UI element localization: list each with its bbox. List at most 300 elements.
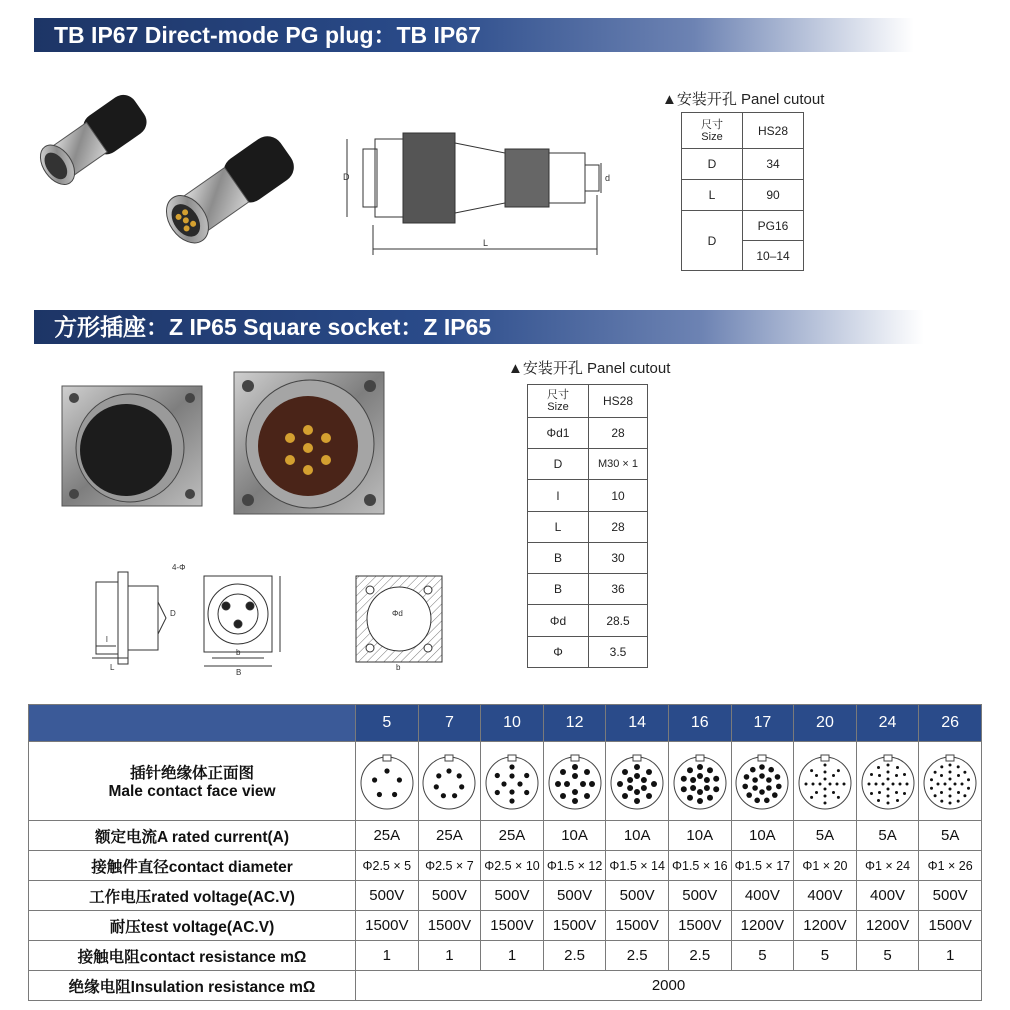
contact-pin	[434, 784, 439, 789]
contact-pin	[810, 796, 813, 799]
spec-value-cell: 500V	[919, 881, 982, 911]
spec-value-cell: 25A	[481, 821, 544, 851]
contact-pin	[747, 792, 753, 798]
pin-count-header: 10	[481, 705, 544, 742]
contact-pin	[886, 771, 889, 774]
dim-value: 28.5	[589, 605, 648, 637]
contact-pin	[934, 771, 937, 774]
spec-value-cell: 400V	[856, 881, 919, 911]
contact-pin	[681, 776, 687, 782]
contact-pin	[697, 773, 703, 779]
contact-pin	[957, 800, 960, 803]
spec-value-cell: 10A	[543, 821, 606, 851]
pin-count-header: 24	[856, 705, 919, 742]
connector-spec-table	[28, 704, 982, 1001]
contact-pin	[934, 794, 937, 797]
contact-pin	[509, 764, 514, 769]
dim-label: Φd	[528, 605, 589, 637]
contact-pin	[818, 783, 821, 786]
spec-value-cell: 5A	[794, 821, 857, 851]
contact-pin	[509, 798, 514, 803]
contact-pin	[617, 781, 623, 787]
contact-pin	[886, 778, 889, 781]
contact-pin	[687, 767, 693, 773]
plug-dim-D: D	[343, 172, 350, 182]
contact-pin	[903, 792, 906, 795]
contact-pin	[580, 781, 586, 787]
contact-pin	[634, 764, 640, 770]
pin-count-header-row	[29, 705, 982, 742]
contact-pin	[572, 773, 578, 779]
contact-pin	[572, 764, 578, 770]
contact-pin	[835, 783, 838, 786]
contact-face-cell	[543, 742, 606, 821]
contact-pin	[886, 795, 889, 798]
size-header-cell: 尺寸 Size	[528, 385, 589, 418]
contact-pin	[823, 778, 826, 781]
contact-pin	[776, 784, 782, 790]
socket-dimension-drawing	[66, 562, 290, 680]
spec-value-cell: 5A	[919, 821, 982, 851]
spec-value-cell: Φ2.5 × 5	[356, 851, 419, 881]
contact-face-cell	[606, 742, 669, 821]
socket-dim-l: l	[106, 635, 108, 644]
dim-value: 3.5	[589, 637, 648, 668]
size-value-header: HS28	[743, 113, 804, 149]
socket-panel-cutout-drawing	[352, 566, 462, 676]
size-value-header: HS28	[589, 385, 648, 418]
contact-pin	[940, 765, 943, 768]
contact-face-cell	[919, 742, 982, 821]
contact-pin	[940, 791, 943, 794]
row-label: 绝缘电阻Insulation resistance mΩ	[29, 971, 356, 1001]
contact-pin	[713, 776, 719, 782]
contact-face-diagram	[608, 750, 666, 812]
dim-label: B	[528, 574, 589, 605]
contact-face-cell	[418, 742, 481, 821]
spec-value-cell: 500V	[543, 881, 606, 911]
cutout-dim-b: b	[396, 663, 401, 672]
contact-pin	[832, 774, 835, 777]
cutout-table-plug	[681, 112, 804, 271]
spec-value-cell: 400V	[794, 881, 857, 911]
contact-pin	[823, 802, 826, 805]
contact-pin	[704, 785, 710, 791]
contact-pin	[810, 769, 813, 772]
contact-pin	[895, 774, 898, 777]
spec-value-cell: 1	[418, 941, 481, 971]
contact-pin	[878, 791, 881, 794]
spec-value-cell: 5A	[856, 821, 919, 851]
header-blank-cell	[29, 705, 356, 742]
dim-value: 28	[589, 512, 648, 543]
spec-row	[29, 941, 982, 971]
spec-value-cell: 1200V	[731, 911, 794, 941]
contact-pin	[760, 764, 766, 770]
spec-value-cell: 5	[794, 941, 857, 971]
contact-pin	[886, 764, 889, 767]
contact-pin	[495, 773, 500, 778]
contact-pin	[930, 778, 933, 781]
spec-value-cell: 1500V	[606, 911, 669, 941]
contact-pin	[944, 783, 947, 786]
size-header-cell: 尺寸 Size	[682, 113, 743, 149]
contact-pin	[584, 769, 590, 775]
dim-label: D	[528, 449, 589, 480]
contact-pin	[898, 783, 901, 786]
contact-pin	[870, 773, 873, 776]
contact-pin	[634, 773, 640, 779]
contact-pin	[896, 766, 899, 769]
contact-pin	[641, 785, 647, 791]
pin-count-header: 17	[731, 705, 794, 742]
dim-value: 28	[589, 418, 648, 449]
contact-face-diagram	[358, 750, 416, 812]
contact-pin	[704, 777, 710, 783]
contact-pin	[937, 783, 940, 786]
contact-pin	[769, 767, 775, 773]
contact-pin	[641, 777, 647, 783]
contact-pin	[867, 783, 870, 786]
contact-pin	[584, 793, 590, 799]
contact-pin	[940, 800, 943, 803]
contact-face-diagram	[733, 750, 791, 812]
contact-face-diagram	[921, 750, 979, 812]
spec-value-cell: 10A	[606, 821, 669, 851]
contact-pin	[437, 773, 442, 778]
contact-pin	[891, 783, 894, 786]
contact-pin	[775, 774, 781, 780]
contact-face-diagram	[420, 750, 478, 812]
contact-pin	[501, 781, 506, 786]
contact-pin	[772, 792, 778, 798]
contact-face-cell	[668, 742, 731, 821]
contact-pin	[766, 785, 772, 791]
spec-value-cell: 500V	[418, 881, 481, 911]
spec-value-cell: 25A	[356, 821, 419, 851]
spec-value-cell: Φ2.5 × 7	[418, 851, 481, 881]
spec-value-cell: 2.5	[543, 941, 606, 971]
contact-pin	[681, 786, 687, 792]
dim-value: 90	[743, 180, 804, 211]
contact-pin	[651, 781, 657, 787]
contact-pin	[870, 792, 873, 795]
contact-pin	[572, 798, 578, 804]
contact-pin	[964, 771, 967, 774]
contact-pin	[744, 774, 750, 780]
contact-pin	[886, 802, 889, 805]
spec-value-cell: 500V	[356, 881, 419, 911]
cutout-table-socket	[527, 384, 648, 668]
contact-pin	[949, 771, 952, 774]
pin-count-header: 14	[606, 705, 669, 742]
dim-value: 34	[743, 149, 804, 180]
dim-value: 36	[589, 574, 648, 605]
contact-pin	[524, 773, 529, 778]
pin-count-header: 12	[543, 705, 606, 742]
contact-face-cell	[481, 742, 544, 821]
contact-pin	[760, 773, 766, 779]
row-label: 接触电阻contact resistance mΩ	[29, 941, 356, 971]
contact-face-cell	[356, 742, 419, 821]
spec-value-cell: 1500V	[481, 911, 544, 941]
contact-face-cell	[856, 742, 919, 821]
contact-pin	[877, 799, 880, 802]
pin-count-header: 16	[668, 705, 731, 742]
socket-dim-B: B	[236, 668, 242, 677]
contact-pin	[687, 795, 693, 801]
contact-pin	[895, 791, 898, 794]
spec-row	[29, 881, 982, 911]
contact-pin	[447, 768, 452, 773]
contact-pin	[967, 787, 970, 790]
contact-pin	[766, 777, 772, 783]
dim-label: L	[528, 512, 589, 543]
face-view-label: 插针绝缘体正面图 Male contact face view	[29, 742, 356, 821]
contact-pin	[634, 798, 640, 804]
contact-pin	[452, 793, 457, 798]
dim-value: 10	[589, 480, 648, 512]
contact-pin	[509, 789, 514, 794]
contact-pin	[697, 764, 703, 770]
contact-pin	[957, 765, 960, 768]
contact-pin	[750, 767, 756, 773]
dim-label: D	[682, 211, 743, 271]
contact-face-diagram	[483, 750, 541, 812]
dim-label: L	[682, 180, 743, 211]
contact-pin	[878, 774, 881, 777]
spec-value-cell: 1	[919, 941, 982, 971]
dim-value: PG16	[743, 211, 804, 241]
spec-value-cell: Φ1 × 24	[856, 851, 919, 881]
spec-value-cell: 1200V	[856, 911, 919, 941]
contact-pin	[823, 788, 826, 791]
contact-pin	[743, 784, 749, 790]
pin-count-header: 20	[794, 705, 857, 742]
contact-pin	[954, 783, 957, 786]
dim-label: B	[528, 543, 589, 574]
contact-face-diagram	[671, 750, 729, 812]
pin-count-header: 7	[418, 705, 481, 742]
spec-value-cell: Φ1.5 × 16	[668, 851, 731, 881]
spec-value-cell: Φ1.5 × 17	[731, 851, 794, 881]
contact-pin	[815, 774, 818, 777]
insulation-row	[29, 971, 982, 1001]
contact-pin	[646, 793, 652, 799]
contact-pin	[495, 790, 500, 795]
contact-pin	[940, 774, 943, 777]
spec-value-cell: 1500V	[543, 911, 606, 941]
contact-pin	[905, 783, 908, 786]
contact-pin	[760, 789, 766, 795]
dim-label: D	[682, 149, 743, 180]
spec-value-cell: 1	[356, 941, 419, 971]
spec-value-cell: 1500V	[418, 911, 481, 941]
socket-dim-b: b	[236, 648, 241, 657]
spec-value-cell: Φ2.5 × 10	[481, 851, 544, 881]
spec-value-cell: 500V	[668, 881, 731, 911]
row-label: 工作电压rated voltage(AC.V)	[29, 881, 356, 911]
spec-value-cell: Φ1.5 × 14	[606, 851, 669, 881]
contact-pin	[622, 793, 628, 799]
contact-pin	[881, 783, 884, 786]
contact-pin	[560, 793, 566, 799]
spec-value-cell: 500V	[481, 881, 544, 911]
contact-pin	[837, 769, 840, 772]
contact-pin	[690, 777, 696, 783]
contact-pin	[815, 791, 818, 794]
contact-pin	[697, 798, 703, 804]
contact-pin	[392, 792, 397, 797]
contact-pin	[589, 781, 595, 787]
contact-pin	[397, 777, 402, 782]
spec-value-cell: 400V	[731, 881, 794, 911]
contact-pin	[459, 784, 464, 789]
contact-pin	[646, 769, 652, 775]
contact-pin	[949, 795, 952, 798]
contact-pin	[874, 783, 877, 786]
contact-pin	[690, 785, 696, 791]
contact-pin	[707, 767, 713, 773]
contact-pin	[764, 798, 770, 804]
spec-value-cell: 1500V	[356, 911, 419, 941]
spec-value-cell: 2.5	[668, 941, 731, 971]
contact-pin	[622, 769, 628, 775]
contact-pin	[930, 787, 933, 790]
contact-pin	[372, 777, 377, 782]
spec-value-cell: Φ1 × 26	[919, 851, 982, 881]
spec-value-cell: 1500V	[919, 911, 982, 941]
spec-value-cell: 5	[731, 941, 794, 971]
spec-row	[29, 821, 982, 851]
plug-photo-female	[36, 80, 156, 220]
dim-label: Φ	[528, 637, 589, 668]
contact-pin	[713, 786, 719, 792]
contact-pin	[572, 789, 578, 795]
socket-dim-L: L	[110, 663, 115, 672]
spec-row	[29, 851, 982, 881]
contact-pin	[441, 793, 446, 798]
spec-value-cell: 10A	[668, 821, 731, 851]
spec-value-cell: 1	[481, 941, 544, 971]
contact-pin	[832, 791, 835, 794]
spec-value-cell: 2.5	[606, 941, 669, 971]
spec-value-cell: 1500V	[668, 911, 731, 941]
contact-pin	[755, 798, 761, 804]
contact-pin	[627, 785, 633, 791]
dim-label: Φd1	[528, 418, 589, 449]
contact-pin	[811, 783, 814, 786]
contact-pin	[949, 764, 952, 767]
dim-value: M30 × 1	[589, 449, 648, 480]
spec-value-cell: 25A	[418, 821, 481, 851]
dim-label: l	[528, 480, 589, 512]
plug-dim-d: d	[605, 173, 611, 183]
contact-pin	[896, 799, 899, 802]
contact-pin	[828, 783, 831, 786]
contact-pin	[517, 781, 522, 786]
contact-pin	[967, 778, 970, 781]
contact-pin	[627, 777, 633, 783]
row-label: 额定电流A rated current(A)	[29, 821, 356, 851]
contact-pin	[753, 777, 759, 783]
contact-pin	[837, 796, 840, 799]
panel-cutout-title-1: ▲安装开孔 Panel cutout	[662, 91, 825, 108]
contact-pin	[753, 785, 759, 791]
pin-count-header: 5	[356, 705, 419, 742]
contact-face-diagram	[546, 750, 604, 812]
contact-face-diagram	[796, 750, 854, 812]
contact-pin	[634, 789, 640, 795]
contact-pin	[886, 788, 889, 791]
spec-value-cell: 5	[856, 941, 919, 971]
contact-pin	[842, 783, 845, 786]
contact-pin	[949, 802, 952, 805]
contact-pin	[377, 792, 382, 797]
contact-pin	[707, 795, 713, 801]
contact-pin	[804, 783, 807, 786]
row-label: 接触件直径contact diameter	[29, 851, 356, 881]
contact-pin	[949, 788, 952, 791]
dim-value: 30	[589, 543, 648, 574]
contact-pin	[384, 768, 389, 773]
contact-pin	[957, 791, 960, 794]
row-label: 耐压test voltage(AC.V)	[29, 911, 356, 941]
contact-pin	[903, 773, 906, 776]
contact-pin	[560, 769, 566, 775]
socket-photo-7-pin	[230, 368, 388, 518]
contact-pin	[823, 764, 826, 767]
socket-dim-D: D	[170, 609, 176, 618]
contact-pin	[949, 778, 952, 781]
dim-value: 10–14	[743, 241, 804, 271]
spec-value-cell: 1200V	[794, 911, 857, 941]
spec-value-cell: Φ1.5 × 12	[543, 851, 606, 881]
contact-face-row	[29, 742, 982, 821]
cutout-dim-d: Φd	[392, 609, 403, 618]
spec-row	[29, 911, 982, 941]
contact-pin	[509, 773, 514, 778]
contact-pin	[564, 781, 570, 787]
contact-pin	[957, 774, 960, 777]
contact-pin	[961, 783, 964, 786]
contact-pin	[697, 789, 703, 795]
contact-pin	[964, 794, 967, 797]
plug-dimension-drawing	[335, 125, 635, 265]
plug-dim-L: L	[483, 238, 489, 248]
spec-value-cell: 500V	[606, 881, 669, 911]
contact-pin	[823, 771, 826, 774]
plug-photo-male	[155, 118, 305, 278]
socket-dim-hole: 4-Φ	[172, 563, 186, 572]
spec-value-cell: Φ1 × 20	[794, 851, 857, 881]
section-title-square-socket: 方形插座：Z IP65 Square socket：Z IP65	[34, 310, 924, 344]
pin-count-header: 26	[919, 705, 982, 742]
contact-face-diagram	[859, 750, 917, 812]
contact-face-cell	[794, 742, 857, 821]
socket-photo-multi-pin	[58, 382, 206, 510]
contact-pin	[877, 766, 880, 769]
contact-pin	[457, 773, 462, 778]
section-title-tb-plug: TB IP67 Direct-mode PG plug：TB IP67	[34, 18, 914, 52]
contact-face-cell	[731, 742, 794, 821]
panel-cutout-title-2: ▲安装开孔 Panel cutout	[508, 360, 671, 377]
contact-pin	[524, 790, 529, 795]
contact-pin	[555, 781, 561, 787]
spec-value-cell: 10A	[731, 821, 794, 851]
insulation-value: 2000	[356, 971, 982, 1001]
contact-pin	[823, 795, 826, 798]
